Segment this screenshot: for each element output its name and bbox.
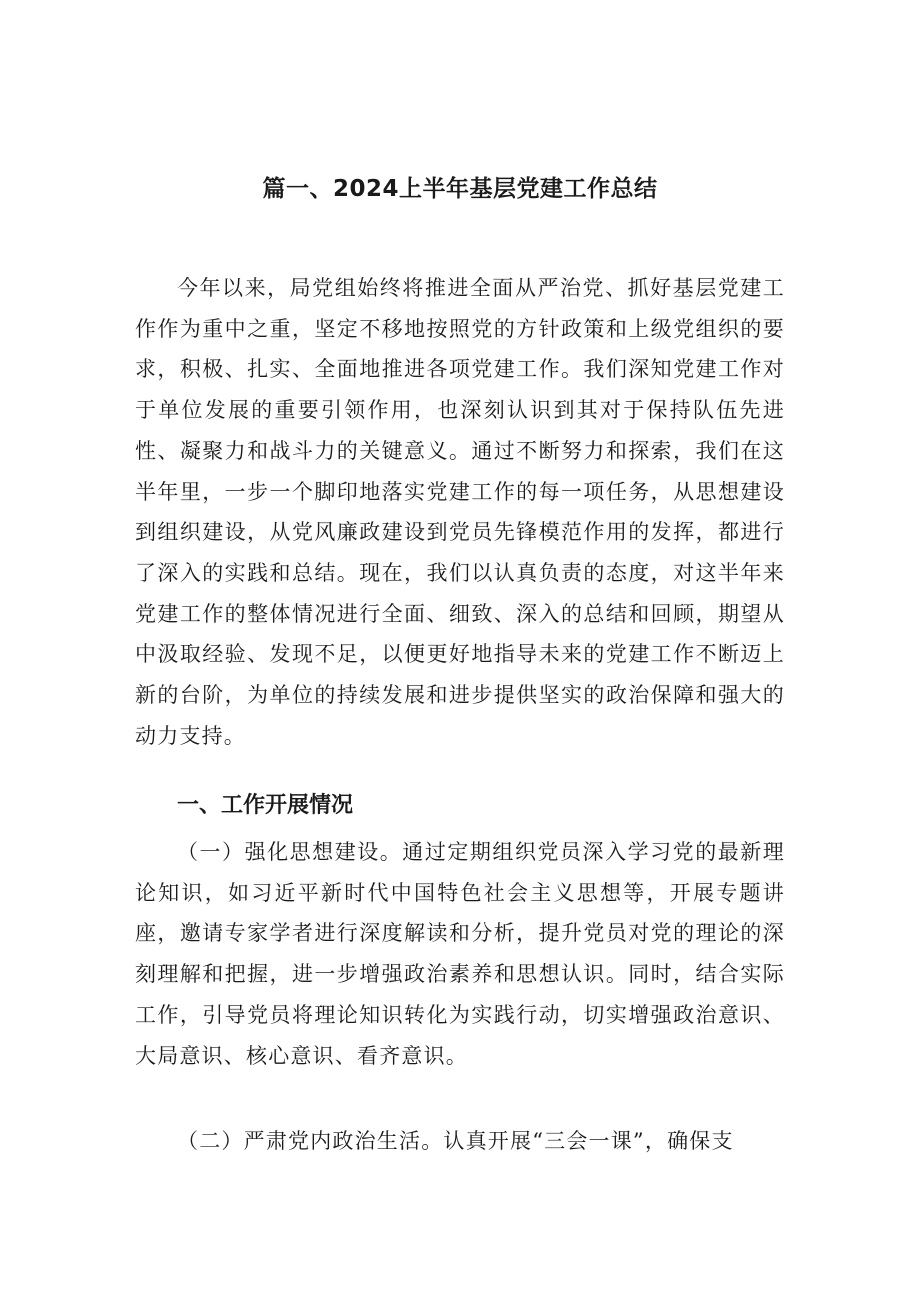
section-item-paragraph: （一）强化思想建设。通过定期组织党员深入学习党的最新理论知识，如习近平新时代中国特色社会主义思想等，开展专题讲座，邀请专家学者进行深度解读和分析，提升党员对党的理论的深刻理解和把握，进一步增强政治素养和思想认识。同时，结合实际工作，引导党员将理论知识转化为实践行动，切实增强政治意识、大局意识、核心意识、看齐意识。 <box>135 840 785 1068</box>
document-title: 篇一、2024上半年基层党建工作总结 <box>262 176 658 202</box>
section-heading: 一、工作开展情况 <box>177 793 354 818</box>
intro-paragraph: 今年以来，局党组始终将推进全面从严治党、抓好基层党建工作作为重中之重，坚定不移地按照党的方针政策和上级党组织的要求，积极、扎实、全面地推进各项党建工作。我们深知党建工作对于单位发展的重要引领作用，也深刻认识到其对于保持队伍先进性、凝聚力和战斗力的关键意义。通过不断努力和探索，我们在这半年里，一步一个脚印地落实党建工作的每一项任务，从思想建设到组织建设，从党风廉政建设到党员先锋模范作用的发挥，都进行了深入的实践和总结。现在，我们以认真负责的态度，对这半年来党建工作的整体情况进行全面、细致、深入的总结和回顾，期望从中汲取经验、发现不足，以便更好地指导未来的党建工作不断迈上新的台阶，为单位的持续发展和进步提供坚实的政治保障和强大的动力支持。 <box>135 276 785 748</box>
section-item-paragraph: （二）严肃党内政治生活。认真开展“三会一课”，确保支 <box>177 1129 734 1153</box>
